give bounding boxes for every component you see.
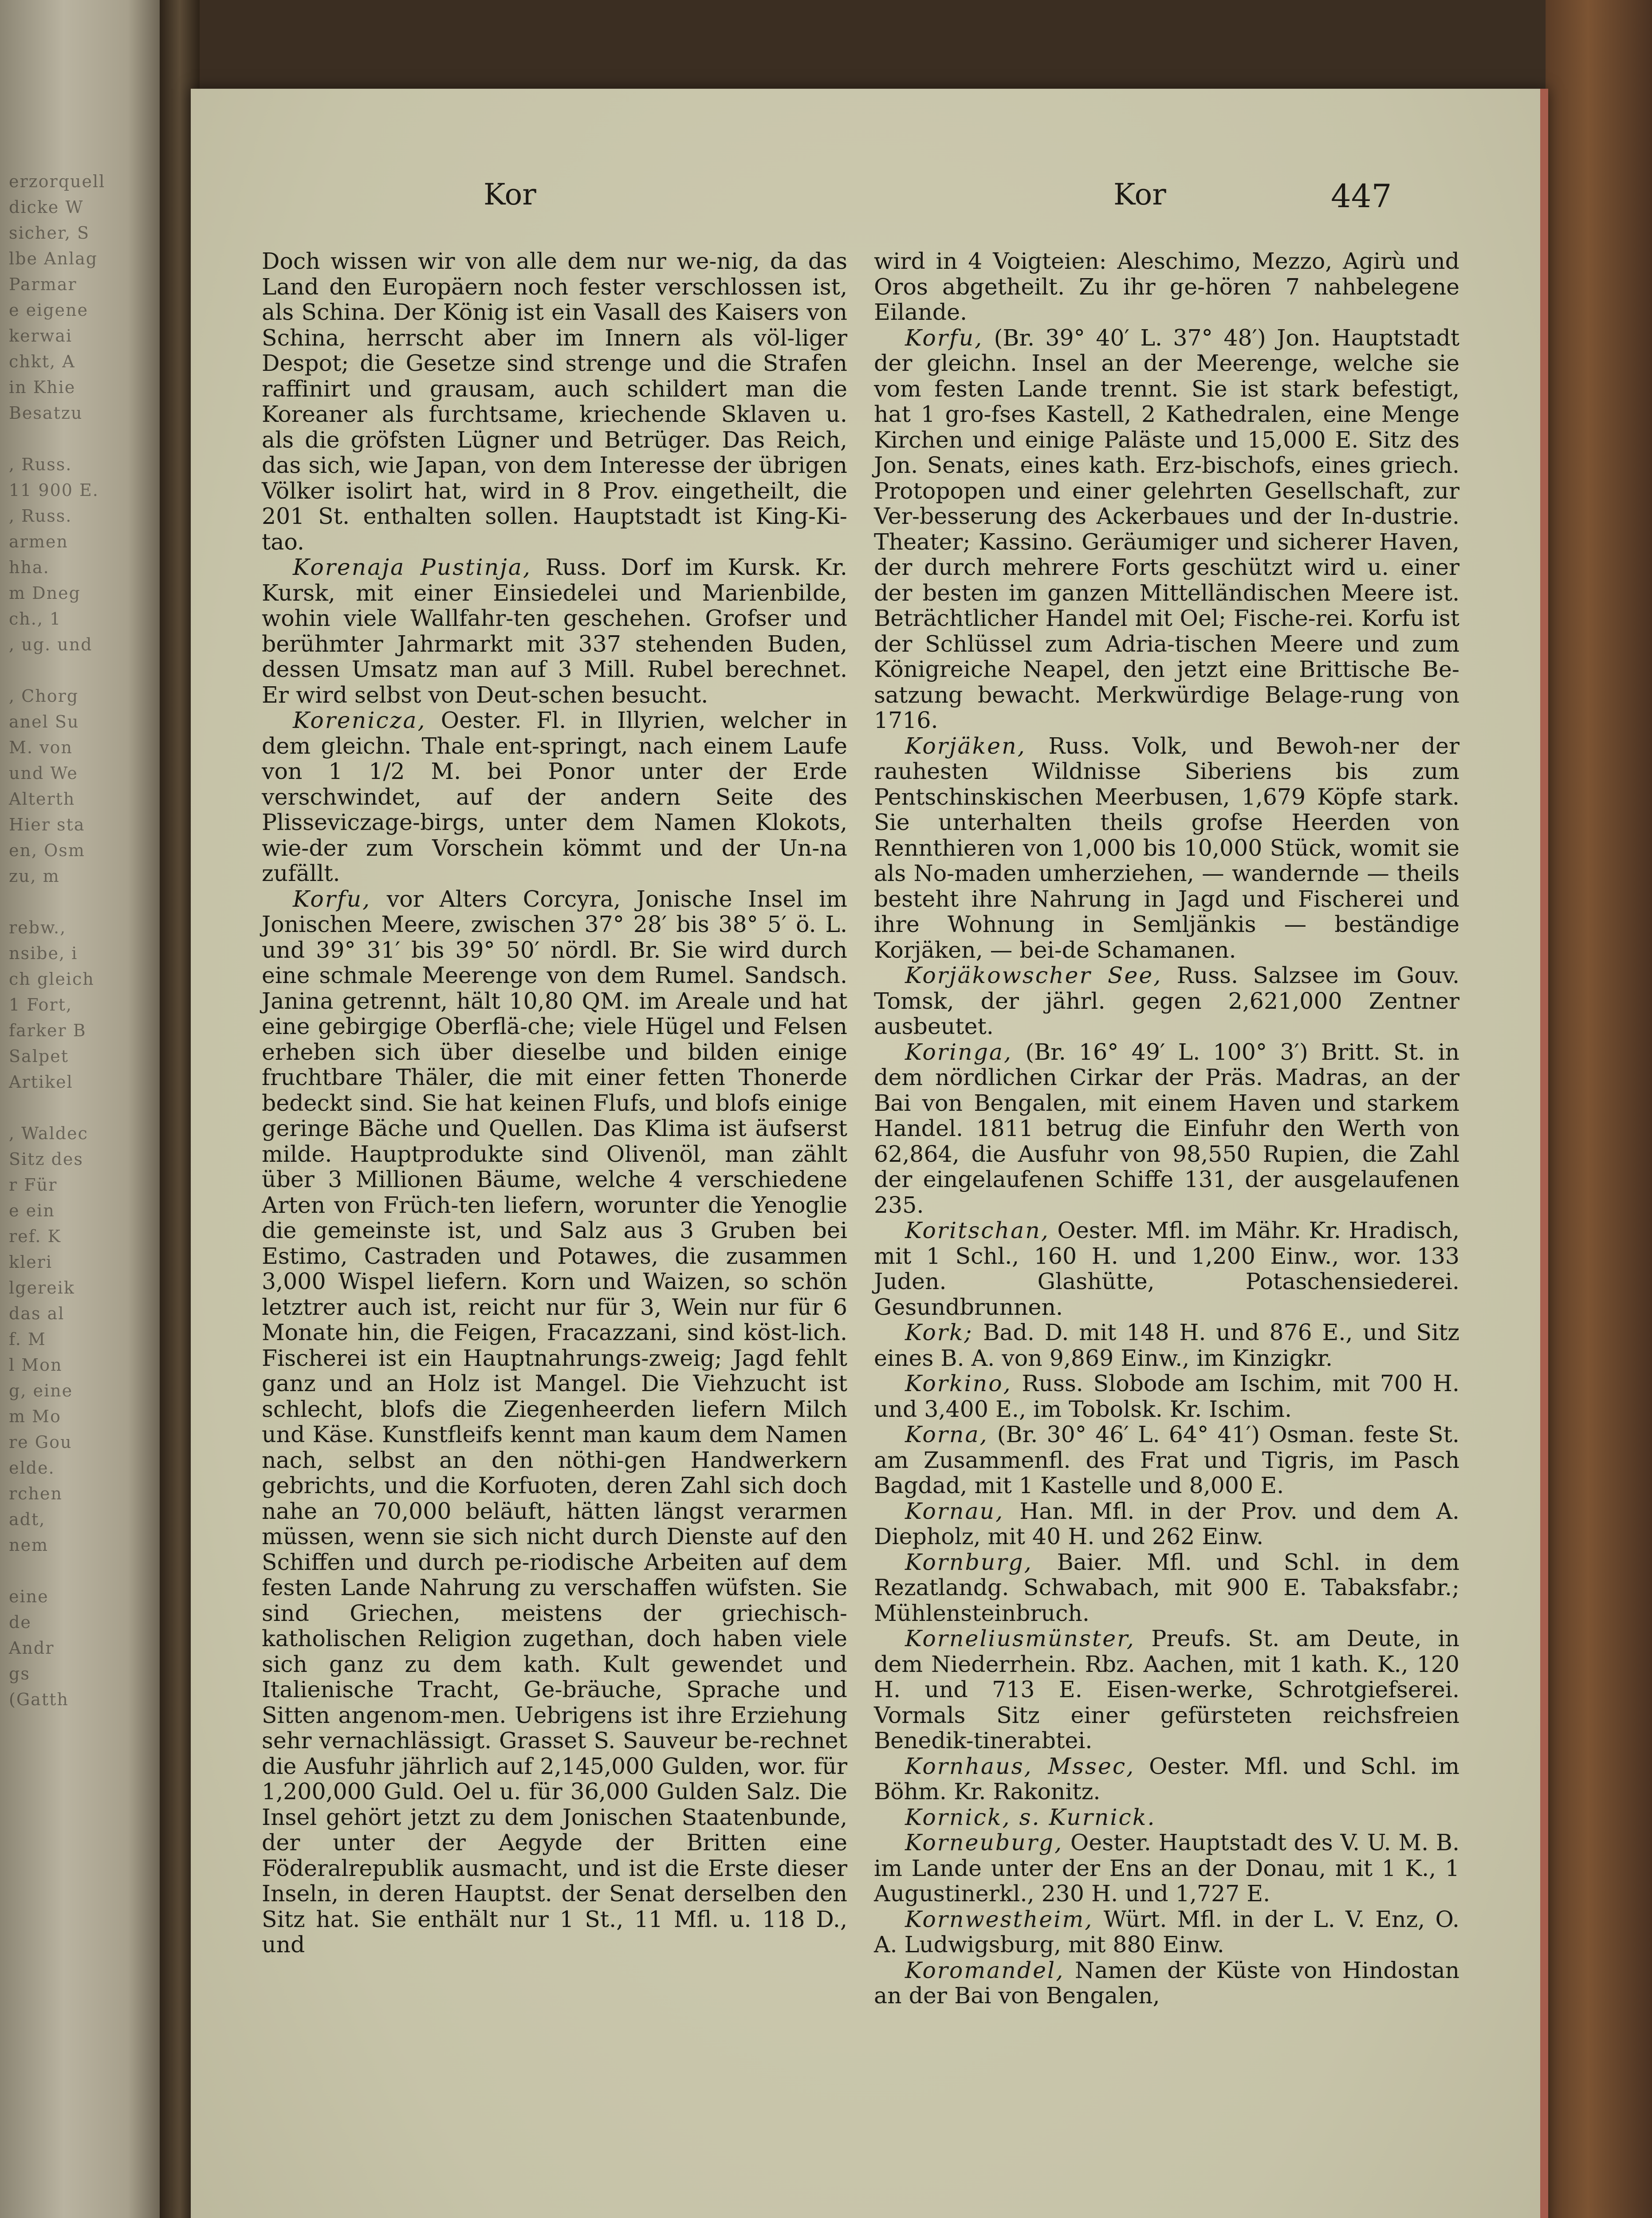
- entry-keyword: Korfu,: [293, 885, 371, 912]
- dictionary-entry: [874, 963, 1459, 1039]
- dictionary-entry: [874, 1958, 1459, 2009]
- entry-text: Doch wissen wir von alle dem nur we-nig, da das Land den Europäern noch fester verschlossen ist, als Schina. Der König ist ein Vasall des Kaisers von Schina, herrscht aber im Innern als völ-liger Despot; die Gesetze sind strenge und die Strafen raffinirt und grausam, auch schildert man die Koreaner als furchtsame, kriechende Sklaven u. als die gröfsten Lügner und Betrüger. Das Reich, das sich, wie Japan, von dem Interesse der übrigen Völker isolirt hat, wird in 8 Prov. eingetheilt, die 201 St. enthalten sollen. Hauptstadt ist King-Ki-tao.: [262, 248, 847, 555]
- entry-text: Russ. Dorf im Kursk. Kr. Kursk, mit einer Einsiedelei und Marienbilde, wohin viele Wallfahr-ten geschehen. Grofser und berühmter Jahrmarkt mit 337 stehenden Buden, dessen Umsatz man auf 3 Mill. Rubel berechnet. Er wird selbst von Deut-schen besucht.: [262, 554, 847, 708]
- dictionary-entry: [874, 1218, 1459, 1320]
- dictionary-entry: [874, 1320, 1459, 1371]
- dictionary-entry: [874, 1549, 1459, 1626]
- dictionary-entry: [874, 1830, 1459, 1907]
- entry-text: (Br. 30° 46′ L. 64° 41′) Osman. feste St. am Zusammenfl. des Frat und Tigris, im Pasch Bagdad, mit 1 Kastelle und 8,000 E.: [874, 1421, 1459, 1498]
- entry-text: Bad. D. mit 148 H. und 876 E., und Sitz eines B. A. von 9,869 Einw., im Kinzigkr.: [874, 1319, 1459, 1371]
- entry-keyword: Korna,: [905, 1421, 988, 1447]
- dictionary-entry: [262, 708, 847, 886]
- header-center-keyword: Kor: [1113, 177, 1166, 212]
- entry-text: Preufs. St. am Deute, in dem Niederrhein. Rbz. Aachen, mit 1 kath. K., 120 H. und 713 E. Eisen-werke, Schrotgiefserei. Vormals Sitz einer gefürsteten reichsfreien Benedik-tinerabtei.: [874, 1625, 1459, 1754]
- dictionary-entry: [874, 1498, 1459, 1549]
- entry-text: Russ. Salzsee im Gouv. Tomsk, der jährl. gegen 2,621,000 Zentner ausbeutet.: [874, 962, 1459, 1039]
- page-number: 447: [1331, 177, 1392, 215]
- entry-text: Baier. Mfl. und Schl. in dem Rezatlandg. Schwabach, mit 900 E. Tabaksfabr.; Mühlensteinbruch.: [874, 1549, 1459, 1626]
- dictionary-entry: [262, 554, 847, 708]
- entry-keyword: Korfu,: [905, 324, 983, 351]
- entry-keyword: Kornick, s. Kurnick.: [905, 1804, 1156, 1830]
- entry-text: Russ. Slobode am Ischim, mit 700 H. und 3,400 E., im Tobolsk. Kr. Ischim.: [874, 1370, 1459, 1422]
- entry-text: (Br. 39° 40′ L. 37° 48′) Jon. Hauptstadt der gleichn. Insel an der Meerenge, welche sie vom festen Lande trennt. Sie ist stark befestigt, hat 1 gro-fses Kastell, 2 Kathedralen, eine Menge Kirchen und einige Paläste und 15,000 E. Sitz des Jon. Senats, eines kath. Erz-bischofs, eines griech. Protopopen und einer gelehrten Gesellschaft, zur Ver-besserung des Ackerbaues und der In-dustrie. Theater; Kassino. Geräumiger und sicherer Haven, der durch mehrere Forts geschützt wird u. einer der besten im ganzen Mittelländischen Meere ist. Beträchtlicher Handel mit Oel; Fische-rei. Korfu ist der Schlüssel zum Adria-tischen Meere und zum Königreiche Neapel, den jetzt eine Brittische Be-satzung bewacht. Merkwürdige Belage-rung von 1716.: [874, 324, 1459, 733]
- entry-keyword: Kornwestheim,: [905, 1906, 1093, 1932]
- entry-keyword: Kornburg,: [905, 1549, 1033, 1575]
- entry-text: vor Alters Corcyra, Jonische Insel im Jonischen Meere, zwischen 37° 28′ bis 38° 5′ ö. L. und 39° 31′ bis 39° 50′ nördl. Br. Sie wird durch eine schmale Meerenge von dem Rumel. Sandsch. Janina getrennt, hält 10,80 QM. im Areale und hat eine gebirgige Oberflä-che; viele Hügel und Felsen erheben sich über dieselbe und bilden einige fruchtbare Thäler, die mit einer fetten Thonerde bedeckt sind. Sie hat keinen Flufs, und blofs einige geringe Bäche und Quellen. Das Klima ist äufserst milde. Hauptprodukte sind Olivenöl, man zählt über 3 Millionen Bäume, welche 4 verschiedene Arten von Früch-ten liefern, worunter die Yenoglie die gemeinste ist, und Salz aus 3 Gruben bei Estimo, Castraden und Potawes, die zusammen 3,000 Wispel liefern. Korn und Waizen, so schön letztrer auch ist, reicht nur für 3, Wein nur für 6 Monate hin, die Feigen, Fracazzani, sind köst-lich. Fischerei ist ein Hauptnahrungs-zweig; Jagd fehlt ganz und an Holz ist Mangel. Die Viehzucht ist schlecht, blofs die Ziegenheerden liefern Milch und Käse. Kunstfleifs kennt man kaum dem Namen nach, selbst an den nöthi-gen Handwerkern gebrichts, und die Korfuoten, deren Zahl sich doch nahe an 70,000 beläuft, hätten längst verarmen müssen, wenn sie sich nicht durch Dienste auf den Schiffen und durch pe-riodische Arbeiten auf dem festen Lande Nahrung zu verschaffen wüfsten. Sie sind Griechen, meistens der griechisch-katholischen Religion zugethan, doch haben viele sich ganz zu dem kath. Kult gewendet und Italienische Tracht, Ge-bräuche, Sprache und Sitten angenom-men. Uebrigens ist ihre Erziehung sehr vernachlässigt. Grasset S. Sauveur be-rechnet die Ausfuhr jährlich auf 2,145,000 Gulden, wor. für 1,200,000 Guld. Oel u. für 36,000 Gulden Salz. Die Insel gehört jetzt zu dem Jonischen Staatenbunde, der unter der Aegyde der Britten eine Föderalrepublik ausmacht, und ist die Erste dieser Inseln, in deren Hauptst. der Senat derselben den Sitz hat. Sie enthält nur 1 St., 11 Mfl. u. 118 D., und: [262, 885, 847, 1958]
- entry-keyword: Korenicza,: [293, 707, 426, 733]
- entry-keyword: Korneliusmünster,: [905, 1625, 1135, 1652]
- page-red-edge: [1540, 89, 1548, 2218]
- entry-keyword: Korjäkowscher See,: [905, 962, 1162, 988]
- left-page-text-fragment: erzorquell dicke W sicher, S lbe Anlag Parmar e eigene kerwai chkt, A in Khie Besatzu , Russ. 11 900 E. , Russ. armen hha. m Dneg ch., 1 , ug. und , Chorg anel Su M. von und We Alterth Hier sta en, Osm zu, m rebw., nsibe, i ch gleich 1 Fort, farker B Salpet Artikel , Waldec Sitz des r Für e ein ref. K kleri lgereik das al f. M l Mon g, eine m Mo re Gou elde. rchen adt, nem eine de Andr gs (Gatth: [9, 172, 106, 1709]
- dictionary-entry: [874, 733, 1459, 963]
- entry-keyword: Korenaja Pustinja,: [293, 554, 531, 580]
- right-text-column: [874, 248, 1459, 2009]
- dictionary-entry: [874, 1754, 1459, 1805]
- entry-text: Oester. Mfl. im Mähr. Kr. Hradisch, mit 1 Schl., 160 H. und 1,200 Einw., wor. 133 Juden. Glashütte, Potaschensiederei. Gesundbrunnen.: [874, 1217, 1459, 1320]
- entry-keyword: Koromandel,: [905, 1957, 1065, 1983]
- dictionary-entry: [262, 886, 847, 1958]
- entry-keyword: Korjäken,: [905, 732, 1026, 759]
- dictionary-entry: [874, 1371, 1459, 1422]
- entry-keyword: Kornhaus, Mssec,: [905, 1753, 1135, 1779]
- entry-keyword: Korneuburg,: [905, 1829, 1063, 1856]
- entry-text: Russ. Volk, und Bewoh-ner der rauhesten Wildnisse Siberiens bis zum Pentschinskischen Meerbusen, 1,679 Köpfe stark. Sie unterhalten theils grofse Heerden von Rennthieren von 1,000 bis 10,000 Stück, womit sie als No-maden umherziehen, — wandernde — theils besteht ihre Nahrung in Jagd und Fischerei und ihre Wohnung in Semljänkis — beständige Korjäken, — bei-de Schamanen.: [874, 732, 1459, 963]
- book-page: [191, 89, 1548, 2218]
- entry-text: Oester. Hauptstadt des V. U. M. B. im Lande unter der Ens an der Donau, mit 1 K., 1 Augustinerkl., 230 H. und 1,727 E.: [874, 1829, 1459, 1907]
- entry-text: Han. Mfl. in der Prov. und dem A. Diepholz, mit 40 H. und 262 Einw.: [874, 1498, 1459, 1549]
- entry-keyword: Korkino,: [905, 1370, 1012, 1396]
- book-cover-edge: [1546, 0, 1652, 2218]
- entry-text: wird in 4 Voigteien: Aleschimo, Mezzo, Agirù und Oros abgetheilt. Zu ihr ge-hören 7 nahbelegene Eilande.: [874, 248, 1459, 325]
- entry-keyword: Kornau,: [905, 1498, 1004, 1524]
- left-page-edge: [0, 0, 160, 2218]
- entry-keyword: Koringa,: [905, 1038, 1013, 1065]
- entry-keyword: Koritschan,: [905, 1217, 1050, 1243]
- entry-text: Namen der Küste von Hindostan an der Bai von Bengalen,: [874, 1957, 1459, 2009]
- dictionary-entry: [874, 1422, 1459, 1498]
- dictionary-entry: [874, 1626, 1459, 1754]
- dictionary-entry: [874, 1907, 1459, 1958]
- dictionary-entry: [874, 248, 1459, 325]
- entry-text: Oester. Fl. in Illyrien, welcher in dem gleichn. Thale ent-springt, nach einem Laufe von 1 1/2 M. bei Ponor unter der Erde verschwindet, auf der andern Seite des Plisseviczage-birgs, unter dem Namen Klokots, wie-der zum Vorschein kömmt und der Un-na zufällt.: [262, 707, 847, 886]
- dictionary-entry: [874, 1805, 1459, 1830]
- left-text-column: [262, 248, 847, 1958]
- entry-text: (Br. 16° 49′ L. 100° 3′) Britt. St. in dem nördlichen Cirkar der Präs. Madras, an der Bai von Bengalen, mit einem Haven und starkem Handel. 1811 betrug die Einfuhr den Werth von 62,864, die Ausfuhr von 98,550 Rupien, die Zahl der eingelaufenen Schiffe 131, der ausgelaufenen 235.: [874, 1038, 1459, 1218]
- entry-text: Oester. Mfl. und Schl. im Böhm. Kr. Rakonitz.: [874, 1753, 1459, 1805]
- dictionary-entry: [874, 325, 1459, 733]
- dictionary-entry: [262, 248, 847, 554]
- entry-keyword: Kork;: [905, 1319, 973, 1345]
- entry-text: Würt. Mfl. in der L. V. Enz, O. A. Ludwigsburg, mit 880 Einw.: [874, 1906, 1459, 1958]
- dictionary-entry: [874, 1039, 1459, 1218]
- header-left-keyword: Kor: [484, 177, 536, 212]
